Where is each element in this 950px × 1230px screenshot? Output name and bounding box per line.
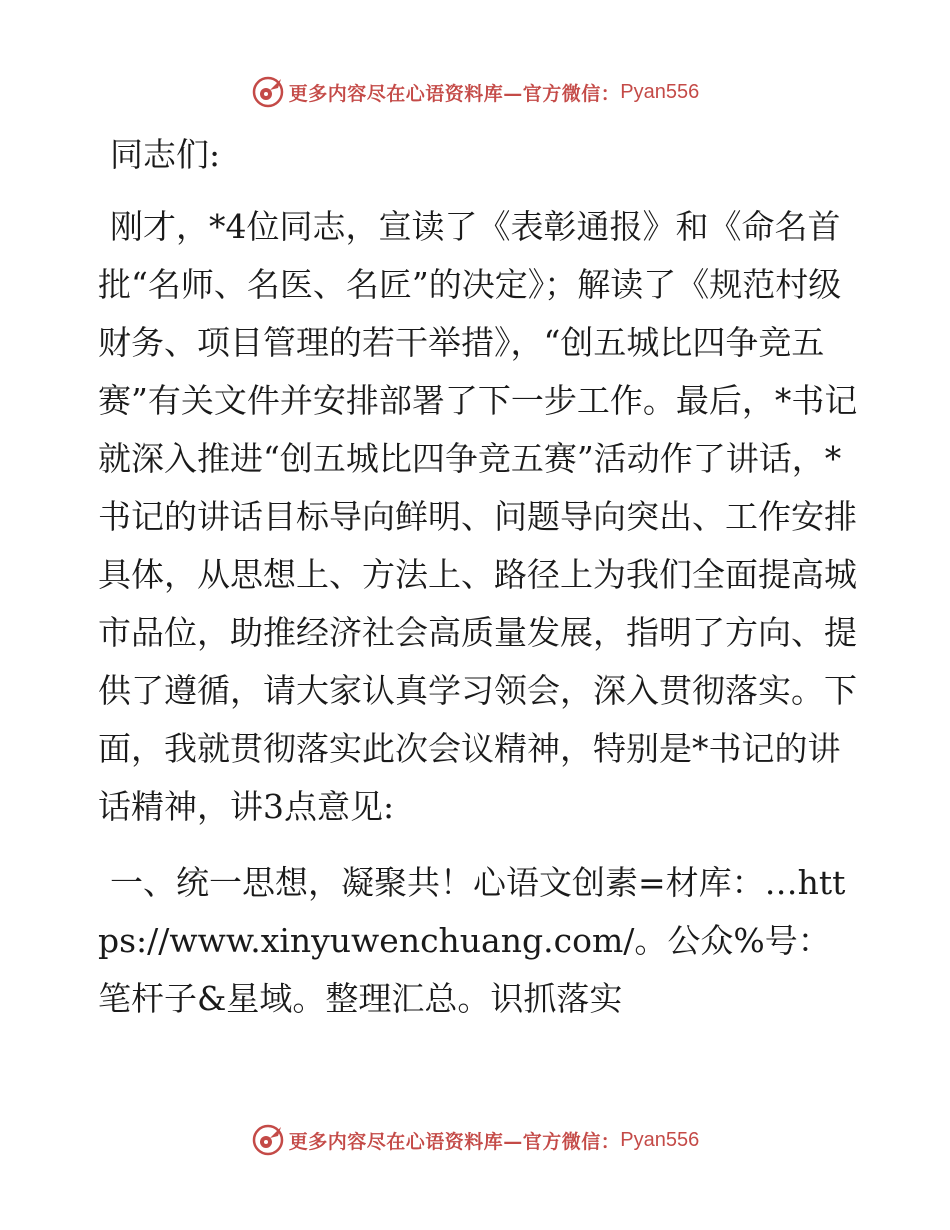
watermark-text: 更多内容尽在心语资料库—官方微信： xyxy=(288,1130,621,1153)
quill-logo-icon xyxy=(251,75,285,109)
watermark-wechat-id: Pyan556 xyxy=(620,80,700,103)
watermark-footer xyxy=(0,1120,950,1160)
document-body xyxy=(98,120,858,1028)
quill-logo-icon xyxy=(251,1123,285,1157)
watermark-text: 更多内容尽在心语资料库—官方微信： xyxy=(288,82,621,105)
paragraph-intro: 刚才，*4位同志，宣读了《表彰通报》和《命名首批“名师、名医、名匠”的决定》；解读了《规范村级财务、项目管理的若干举措》，“创五城比四争竞五赛”有关文件并安排部署了下一步工作。最后，*书记就深入推进“创五城比四争竞五赛”活动作了讲话，*书记的讲话目标导向鲜明、问题导向突出、工作安排具体，从思想上、方法上、路径上为我们全面提高城市品位，助推经济社会高质量发展，指明了方向、提供了遵循，请大家认真学习领会，深入贯彻落实。下面，我就贯彻落实此次会议精神，特别是*书记的讲话精神，讲3点意见: xyxy=(98,207,858,826)
watermark-wechat-id: Pyan556 xyxy=(620,1128,700,1151)
section-heading-1: 一、统一思想，凝聚共！心语文创素=材库：…https://www.xinyuwenchuang.com/。公众%号：笔杆子&星域。整理汇总。识抓落实 xyxy=(98,863,846,1018)
salutation: 同志们: xyxy=(110,135,221,174)
watermark-header xyxy=(0,72,950,112)
